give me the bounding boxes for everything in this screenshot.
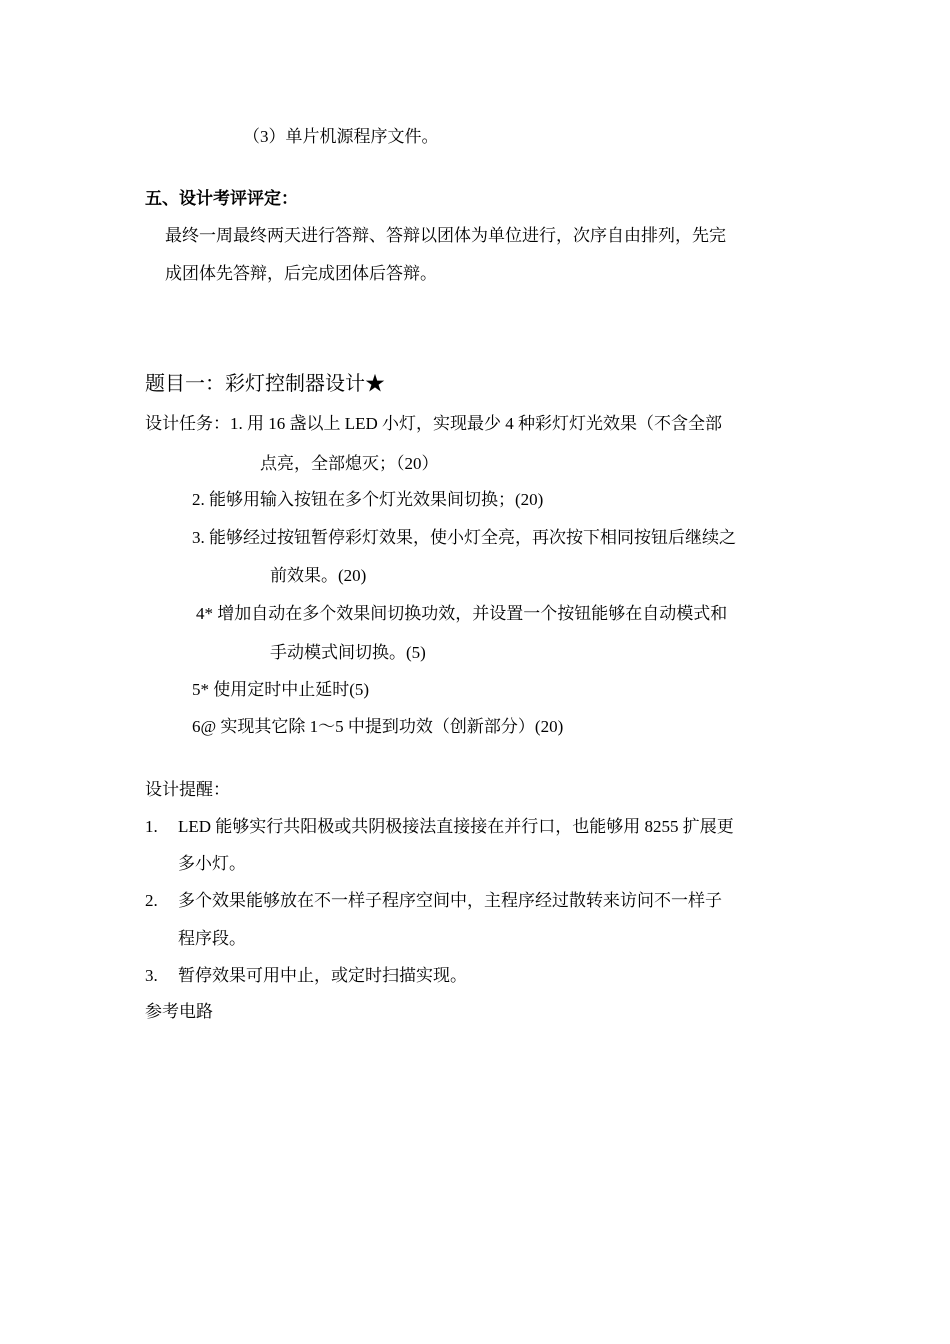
- hint-2-number: 2.: [145, 891, 158, 910]
- section-5-heading: 五、设计考评评定：: [145, 189, 298, 208]
- hint-3-line-1: 暂停效果可用中止，或定时扫描实现。: [178, 966, 467, 985]
- topic-title: 题目一：彩灯控制器设计★: [145, 373, 385, 395]
- deliverable-item-3: （3）单片机源程序文件。: [243, 127, 439, 146]
- hint-2-line-2: 程序段。: [178, 929, 246, 948]
- task-5: 5* 使用定时中止延时(5): [192, 680, 370, 699]
- section-5-paragraph-line-2: 成团体先答辩，后完成团体后答辩。: [165, 264, 437, 283]
- hint-1-number: 1.: [145, 817, 158, 836]
- hint-2-line-1: 多个效果能够放在不一样子程序空间中，主程序经过散转来访问不一样子: [178, 891, 722, 910]
- reference-circuit-label: 参考电路: [145, 1002, 213, 1021]
- hints-heading: 设计提醒：: [145, 780, 230, 799]
- task-line-1-continued: 点亮，全部熄灭；（20）: [260, 454, 439, 473]
- task-2: 2. 能够用输入按钮在多个灯光效果间切换；(20): [192, 490, 544, 509]
- task-4-line-2: 手动模式间切换。(5): [270, 643, 426, 662]
- task-6: 6@ 实现其它除 1～5 中提到功效（创新部分）(20): [192, 717, 564, 736]
- task-line-1: 设计任务：1. 用 16 盏以上 LED 小灯，实现最少 4 种彩灯灯光效果（不含全部: [145, 414, 723, 433]
- task-3-line-1: 3. 能够经过按钮暂停彩灯效果，使小灯全亮，再次按下相同按钮后继续之: [192, 528, 736, 547]
- task-4-line-1: 4* 增加自动在多个效果间切换功效，并设置一个按钮能够在自动模式和: [196, 604, 728, 623]
- hint-1-line-1: LED 能够实行共阳极或共阴极接法直接接在并行口，也能够用 8255 扩展更: [178, 817, 734, 836]
- hint-1-line-2: 多小灯。: [178, 854, 246, 873]
- hint-3-number: 3.: [145, 966, 158, 985]
- section-5-paragraph-line-1: 最终一周最终两天进行答辩、答辩以团体为单位进行，次序自由排列，先完: [165, 226, 726, 245]
- task-3-line-2: 前效果。(20): [270, 566, 367, 585]
